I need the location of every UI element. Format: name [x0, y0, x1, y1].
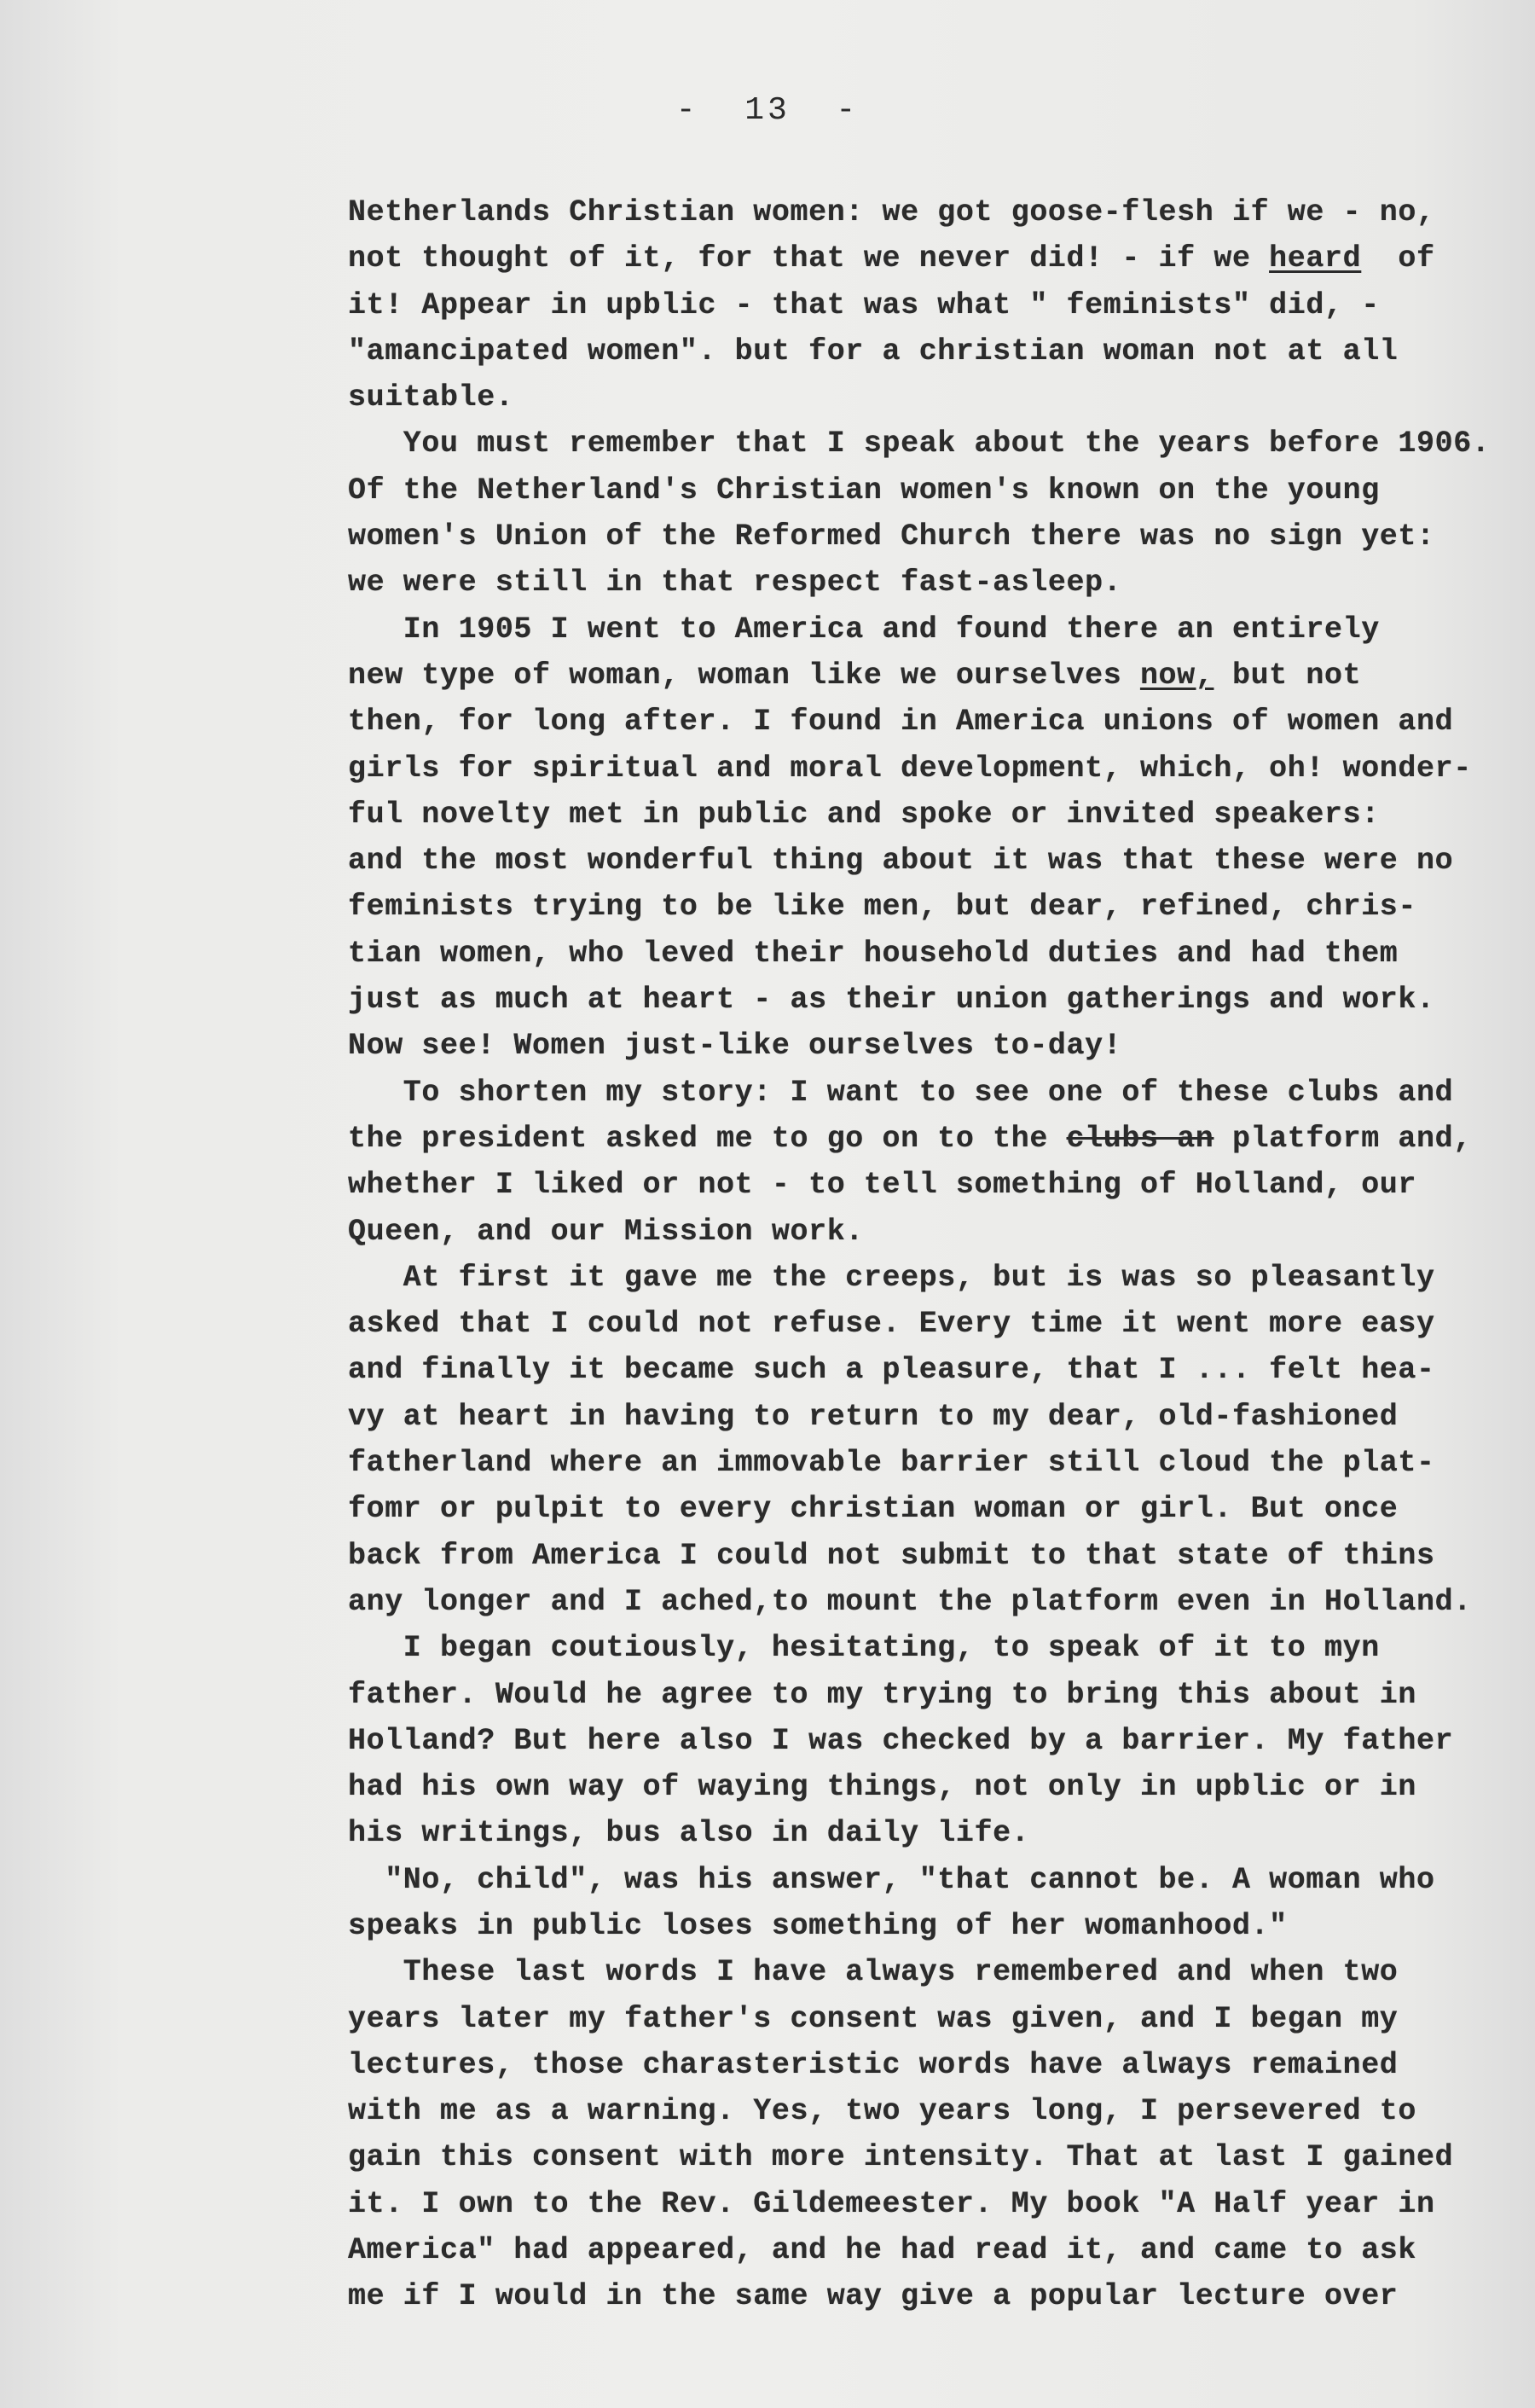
text-segment: America" had appeared, and he had read it, and came to ask — [348, 2233, 1416, 2268]
text-segment: lectures, those charasteristic words have always remained — [348, 2047, 1399, 2082]
text-segment: with me as a warning. Yes, two years long, I persevered to — [348, 2094, 1416, 2129]
text-segment: we were still in that respect fast-asleep. — [348, 566, 1122, 601]
text-segment: the president asked me to go on to the — [348, 1121, 1067, 1156]
text-line — [348, 374, 1516, 421]
text-line — [348, 467, 1516, 514]
text-segment: whether I liked or not - to tell something of Holland, our — [348, 1168, 1416, 1203]
text-line — [348, 1672, 1516, 1718]
text-line — [348, 1810, 1516, 1856]
text-segment: feminists trying to be like men, but dear, refined, chris- — [348, 890, 1416, 925]
text-line — [348, 1255, 1516, 1301]
text-line — [348, 2042, 1516, 2088]
text-segment: Holland? But here also I was checked by a barrier. My father — [348, 1723, 1454, 1758]
text-line — [348, 1394, 1516, 1440]
text-line — [348, 792, 1516, 838]
text-segment: back from America I could not submit to that state of thins — [348, 1538, 1435, 1573]
text-line — [348, 1533, 1516, 1579]
text-line — [348, 1903, 1516, 1949]
text-line — [348, 1070, 1516, 1116]
text-segment: I began coutiously, hesitating, to speak of it to myn — [348, 1631, 1380, 1666]
text-segment: You must remember that I speak about the years before 1906. — [348, 426, 1491, 461]
text-line — [348, 1625, 1516, 1671]
text-segment: fatherland where an immovable barrier still cloud the plat- — [348, 1446, 1435, 1481]
text-line — [348, 235, 1516, 281]
text-segment: it. I own to the Rev. Gildemeester. My book "A Half year in — [348, 2186, 1435, 2221]
text-segment: "amancipated women". but for a christian woman not at all — [348, 334, 1399, 368]
text-segment: girls for spiritual and moral development, which, oh! wonder- — [348, 751, 1472, 786]
text-segment: In 1905 I went to America and found there an entirely — [348, 612, 1380, 647]
text-line — [348, 514, 1516, 560]
text-segment: These last words I have always remembered and when two — [348, 1955, 1399, 1990]
text-line — [348, 2227, 1516, 2273]
text-segment: fomr or pulpit to every christian woman or girl. But once — [348, 1492, 1399, 1527]
text-segment: Of the Netherland's Christian women's known on the young — [348, 473, 1380, 508]
text-line — [348, 1718, 1516, 1764]
text-segment: and the most wonderful thing about it was that these were no — [348, 844, 1454, 879]
text-segment: speaks in public loses something of her womanhood." — [348, 1908, 1288, 1943]
text-segment: new type of woman, woman like we ourselves — [348, 658, 1140, 693]
text-line — [348, 1996, 1516, 2042]
text-line — [348, 1857, 1516, 1903]
text-segment: suitable. — [348, 380, 514, 415]
text-segment: Queen, and our Mission work. — [348, 1214, 864, 1249]
text-segment: At first it gave me the creeps, but is was so pleasantly — [348, 1260, 1435, 1295]
text-line — [348, 2088, 1516, 2134]
text-segment: it! Appear in upblic - that was what " feminists" did, - — [348, 287, 1380, 322]
text-segment: just as much at heart - as their union gatherings and work. — [348, 983, 1435, 1018]
text-segment: me if I would in the same way give a popular lecture over — [348, 2279, 1399, 2314]
text-segment: had his own way of waying things, not only in upblic or in — [348, 1770, 1416, 1805]
text-segment: Now see! Women just-like ourselves to-day! — [348, 1029, 1122, 1064]
text-segment: tian women, who leved their household duties and had them — [348, 936, 1399, 971]
text-segment: of — [1361, 241, 1435, 276]
text-segment: then, for long after. I found in America unions of women and — [348, 705, 1454, 740]
text-line — [348, 328, 1516, 374]
text-segment: gain this consent with more intensity. That at last I gained — [348, 2140, 1454, 2175]
text-line — [348, 606, 1516, 653]
underlined-text: heard — [1269, 241, 1362, 276]
text-segment: asked that I could not refuse. Every time it went more easy — [348, 1307, 1435, 1342]
text-line — [348, 838, 1516, 884]
text-line — [348, 1949, 1516, 1995]
typewritten-text-block — [348, 189, 1516, 2320]
underlined-text: now, — [1139, 658, 1214, 693]
text-line — [348, 1579, 1516, 1625]
page-number: - 13 - — [675, 92, 860, 129]
text-line — [348, 653, 1516, 699]
text-line — [348, 282, 1516, 328]
text-line — [348, 1764, 1516, 1810]
text-line — [348, 1301, 1516, 1347]
text-segment: not thought of it, for that we never did! - if we — [348, 241, 1270, 276]
text-segment: his writings, bus also in daily life. — [348, 1816, 1030, 1851]
text-segment: and finally it became such a pleasure, that I ... felt hea- — [348, 1353, 1435, 1388]
text-segment: father. Would he agree to my trying to bring this about in — [348, 1677, 1416, 1712]
text-segment: platform and, — [1214, 1121, 1472, 1156]
text-segment: vy at heart in having to return to my dear, old-fashioned — [348, 1399, 1399, 1434]
text-line — [348, 977, 1516, 1023]
struck-through-text: clubs an — [1066, 1121, 1214, 1156]
text-segment: To shorten my story: I want to see one of these clubs and — [348, 1075, 1454, 1110]
text-line — [348, 2181, 1516, 2227]
text-line — [348, 2134, 1516, 2180]
text-segment: any longer and I ached,to mount the platform even in Holland. — [348, 1584, 1472, 1619]
text-line — [348, 189, 1516, 235]
text-line — [348, 560, 1516, 606]
text-line — [348, 2273, 1516, 2319]
text-line — [348, 1116, 1516, 1162]
text-segment: but not — [1214, 658, 1362, 693]
text-line — [348, 746, 1516, 792]
text-line — [348, 1162, 1516, 1208]
text-segment: Netherlands Christian women: we got goose-flesh if we - no, — [348, 195, 1435, 229]
text-line — [348, 1347, 1516, 1393]
text-line — [348, 1486, 1516, 1532]
text-line — [348, 931, 1516, 977]
text-line — [348, 1209, 1516, 1255]
text-line — [348, 884, 1516, 930]
text-line — [348, 1440, 1516, 1486]
text-line — [348, 1023, 1516, 1069]
text-segment: "No, child", was his answer, "that cannot be. A woman who — [348, 1862, 1435, 1897]
text-line — [348, 421, 1516, 467]
text-line — [348, 699, 1516, 745]
text-segment: ful novelty met in public and spoke or invited speakers: — [348, 797, 1380, 832]
text-segment: women's Union of the Reformed Church there was no sign yet: — [348, 519, 1435, 554]
text-segment: years later my father's consent was given, and I began my — [348, 2001, 1399, 2036]
